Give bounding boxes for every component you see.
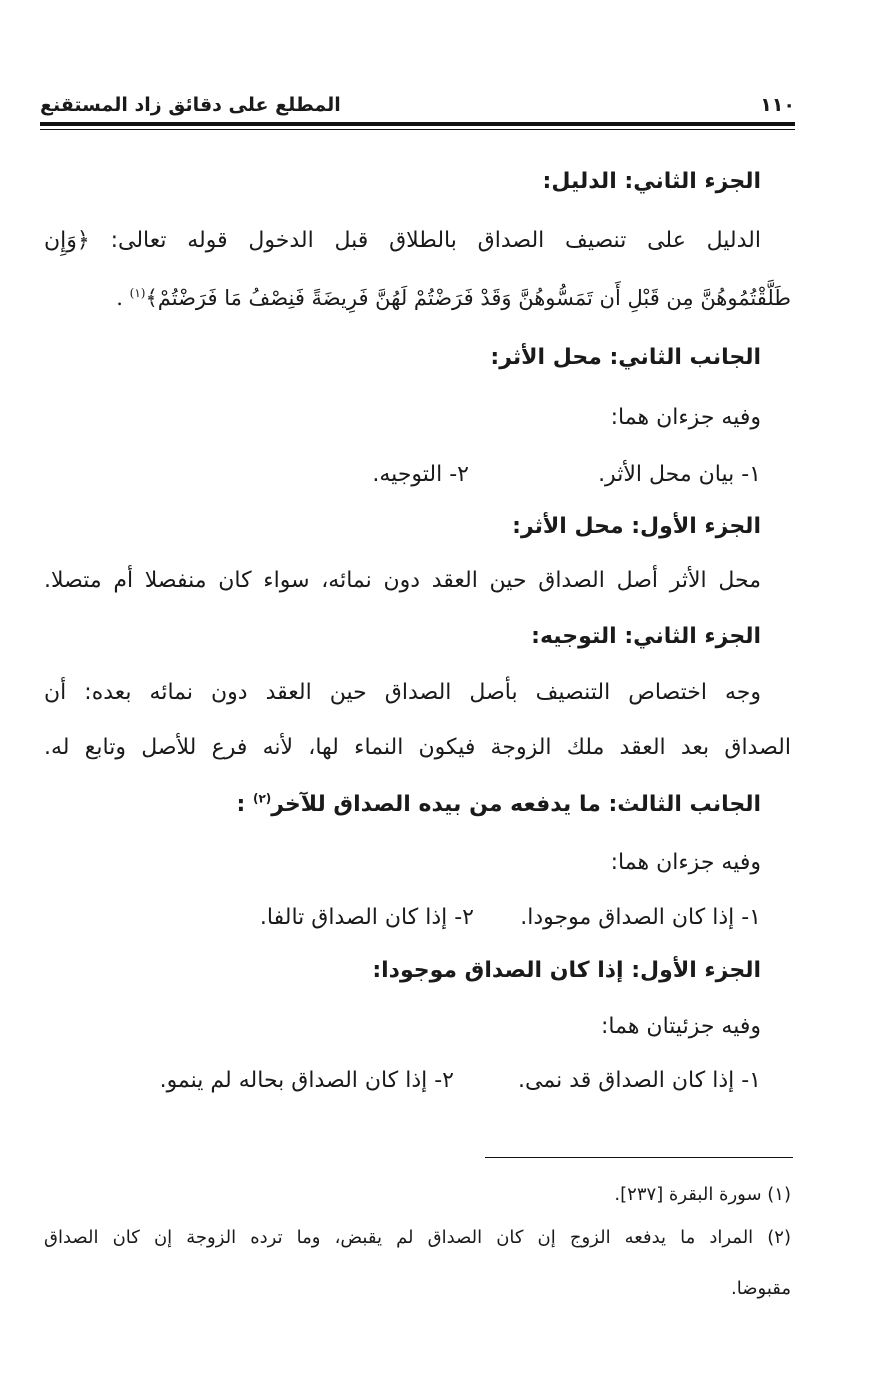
- numbered-items: [372, 460, 761, 490]
- section-heading-effect-subject: الجانب الثاني: محل الأثر:: [490, 345, 761, 370]
- footnote-ref: (٢): [252, 791, 272, 806]
- numbered-items: [260, 903, 761, 933]
- footnote-separator: [485, 1157, 793, 1158]
- list-item: ١- إذا كان الصداق موجودا.: [520, 905, 761, 930]
- subheading-justification: الجزء الثاني: التوجيه:: [531, 624, 761, 649]
- body-line: الدليل على تنصيف الصداق بالطلاق قبل الدخول قوله تعالى: ﴿وَإِن: [44, 228, 761, 253]
- list-item: ٢- التوجيه.: [372, 462, 469, 487]
- page-number: ١١٠: [760, 94, 795, 116]
- list-item: ٢- إذا كان الصداق تالفا.: [259, 905, 474, 930]
- body-line: وفيه جزءان هما:: [610, 850, 761, 875]
- body-line: وجه اختصاص التنصيف بأصل الصداق حين العقد دون نمائه بعده: أن: [44, 680, 761, 705]
- subheading-dowry-exists: الجزء الأول: إذا كان الصداق موجودا:: [372, 958, 761, 983]
- subheading-effect-subject: الجزء الأول: محل الأثر:: [512, 514, 761, 539]
- list-item: ١- بيان محل الأثر.: [598, 462, 761, 487]
- footnote-1: (١) سورة البقرة [٢٣٧].: [614, 1184, 791, 1205]
- section-heading-payment: الجانب الثالث: ما يدفعه من بيده الصداق للآخر$^{(٢)}$ :: [236, 791, 761, 817]
- numbered-items: [160, 1066, 761, 1096]
- list-item: ١- إذا كان الصداق قد نمى.: [518, 1068, 761, 1093]
- quran-verse-line: طَلَّقْتُمُوهُنَّ مِن قَبْلِ أَن تَمَسُّوهُنَّ وَقَدْ فَرَضْتُمْ لَهُنَّ فَرِيضَةً فَنِصْفُ مَا فَرَضْتُمْ﴾$^{(١)}$ .: [116, 286, 791, 310]
- footnote-2: (٢) المراد ما يدفعه الزوج إن كان الصداق لم يقبض، وما ترده الزوجة إن كان الصداق: [44, 1227, 791, 1248]
- subheading-evidence: الجزء الثاني: الدليل:: [542, 169, 761, 194]
- header-rule-thick: [40, 122, 795, 126]
- body-line: وفيه جزءان هما:: [610, 405, 761, 430]
- running-header: [40, 88, 795, 122]
- book-title: المطلع على دقائق زاد المستقنع: [40, 94, 341, 116]
- footnote-ref: (١): [129, 286, 146, 300]
- body-line: وفيه جزئيتان هما:: [601, 1014, 761, 1039]
- list-item: ٢- إذا كان الصداق بحاله لم ينمو.: [159, 1068, 454, 1093]
- body-line: الصداق بعد العقد ملك الزوجة فيكون النماء لها، لأنه فرع للأصل وتابع له.: [44, 735, 791, 760]
- footnote-2-continued: مقبوضا.: [731, 1278, 791, 1299]
- body-line: محل الأثر أصل الصداق حين العقد دون نمائه، سواء كان منفصلا أم متصلا.: [44, 568, 761, 593]
- header-rule-thin: [40, 129, 795, 130]
